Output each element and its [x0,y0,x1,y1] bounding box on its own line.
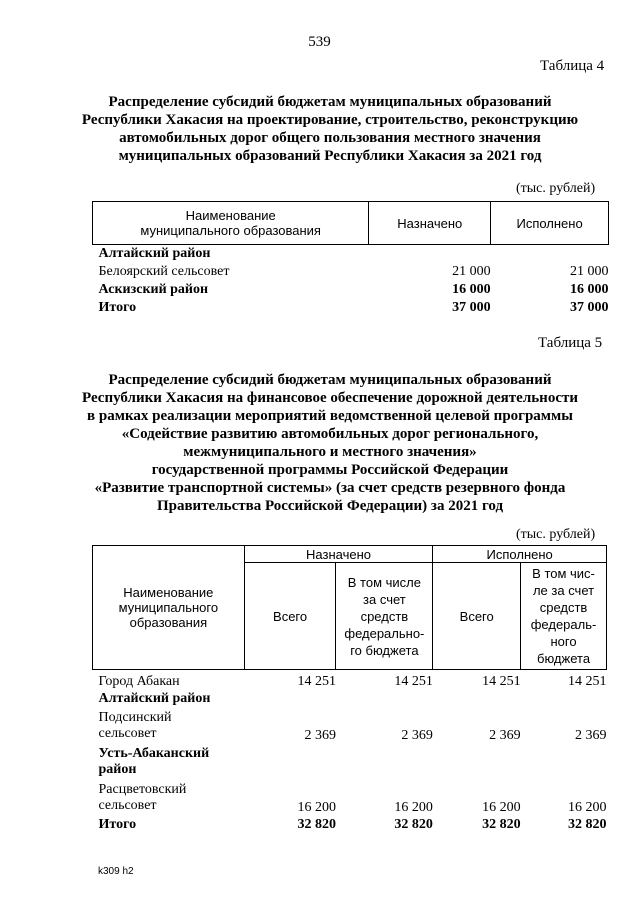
table5-header-name-line: Наименование [123,585,214,600]
row-value [433,690,521,708]
row-name-line: Итого [98,816,137,832]
row-name-line: Город Абакан [98,673,180,689]
table5-title-line: «Развитие транспортной системы» (за счет средств резервного фонда [94,480,566,496]
row-value: 16 200 [568,799,607,815]
row-name: Алтайский район [98,245,211,261]
row-name: Белоярский сельсовет [98,263,230,279]
row-name: Итого [98,299,137,315]
row-value: 16 200 [482,799,521,815]
row-value: 16 200 [297,799,336,815]
header-line: го бюджета [350,642,419,658]
table4-title-line: Распределение субсидий бюджетам муниципальных образований [108,94,552,110]
table4-title-line: автомобильных дорог общего пользования местного значения [119,130,541,146]
table5-units: (тыс. рублей) [516,527,596,542]
row-assigned: 16 000 [452,281,491,297]
row-name [93,780,245,816]
table5-title-line: в рамках реализации мероприятий ведомственной целевой программы [87,408,573,424]
table5-header-assigned-total: Всего [244,563,336,670]
row-name [93,816,245,834]
table-row-total [93,299,609,317]
table5-header-assigned: Назначено [244,546,433,563]
row-value: 32 820 [394,816,433,832]
row-name [93,690,245,708]
table4-header-assigned: Назначено [369,202,491,245]
row-value [433,744,521,780]
row-value: 14 251 [568,673,607,689]
row-name: Аскизский район [98,281,209,297]
row-executed [491,245,609,263]
row-name-line: сельсовет [98,725,157,741]
table-row-total [93,816,607,834]
row-value [336,744,433,780]
row-assigned [369,245,491,263]
header-line: В том числе [347,574,421,590]
row-assigned: 37 000 [452,299,491,315]
table-row [93,708,607,744]
header-line: В том чис- [532,566,595,581]
table5-header-name-line: муниципального [118,600,219,615]
row-value [244,744,336,780]
row-name-line: сельсовет [98,797,157,813]
table5-title-line: государственной программы Российской Федерации [151,462,509,478]
row-name-line: Алтайский район [98,690,211,706]
header-line: ного [550,634,577,649]
table-row [93,245,609,263]
header-line: средств [360,608,409,624]
table5-title-line: Республики Хакасия на финансовое обеспечение дорожной деятельности [82,390,578,406]
table4-label: Таблица 4 [540,58,605,74]
row-value [336,690,433,708]
row-value: 32 820 [568,816,607,832]
row-value: 14 251 [482,673,521,689]
table4-title-line: муниципальных образований Республики Хакасия за 2021 год [118,148,542,164]
table4-header-name-line: Наименование [185,208,276,223]
table5-title-line: Распределение субсидий бюджетам муниципальных образований [108,372,552,388]
row-executed: 37 000 [570,299,609,315]
table5-title [70,371,590,515]
table5-header-executed-federal [521,563,607,670]
table5-header-assigned-federal [336,563,433,670]
table4 [92,201,609,317]
table5-header-executed: Исполнено [433,546,607,563]
header-line: за счет [363,591,406,607]
table5-header-row [93,546,607,563]
page-number: 539 [308,34,331,50]
row-name [93,708,245,744]
table4-header-name [93,202,369,245]
table-row [93,744,607,780]
row-value: 2 369 [489,727,521,743]
row-name [93,670,245,690]
row-executed: 21 000 [570,263,609,279]
table5-header-name-line: образования [129,615,208,630]
row-value: 14 251 [394,673,433,689]
table5-title-line: «Содействие развитию автомобильных дорог регионального, [121,426,539,442]
row-value: 14 251 [297,673,336,689]
row-value [521,690,607,708]
table5-title-line: Правительства Российской Федерации) за 2021 год [156,498,504,514]
table4-header-row [93,202,609,245]
table-row [93,780,607,816]
table-row [93,281,609,299]
table-row [93,690,607,708]
row-name-line: район [98,761,137,777]
header-line: федераль- [530,617,597,632]
footer-code: k309 h2 [98,866,134,877]
table-row [93,263,609,281]
row-executed: 16 000 [570,281,609,297]
table5-header-name [93,546,245,670]
row-name [93,744,245,780]
row-value: 32 820 [482,816,521,832]
table-row [93,670,607,690]
row-value: 16 200 [394,799,433,815]
table4-header-name-line: муниципального образования [140,223,321,238]
table5-title-line: межмуниципального и местного значения» [183,444,477,460]
header-line: федерально- [344,625,425,641]
header-line: бюджета [537,651,591,666]
table4-title-line: Республики Хакасия на проектирование, строительство, реконструкцию [81,112,579,128]
row-value: 2 369 [304,727,336,743]
row-value [521,744,607,780]
row-value [244,690,336,708]
row-value: 32 820 [297,816,336,832]
row-assigned: 21 000 [452,263,491,279]
header-line: средств [539,600,588,615]
table5-label: Таблица 5 [538,335,603,351]
table4-title [70,93,590,165]
table4-header-executed: Исполнено [491,202,609,245]
row-name-line: Усть-Абаканский [98,745,210,761]
table5 [92,545,607,834]
row-value: 2 369 [401,727,433,743]
row-name-line: Расцветовский [98,781,187,797]
table5-header-executed-total: Всего [433,563,521,670]
row-value: 2 369 [575,727,607,743]
header-line: ле за счет [532,583,595,598]
row-name-line: Подсинский [98,709,172,725]
table4-units: (тыс. рублей) [516,181,596,196]
